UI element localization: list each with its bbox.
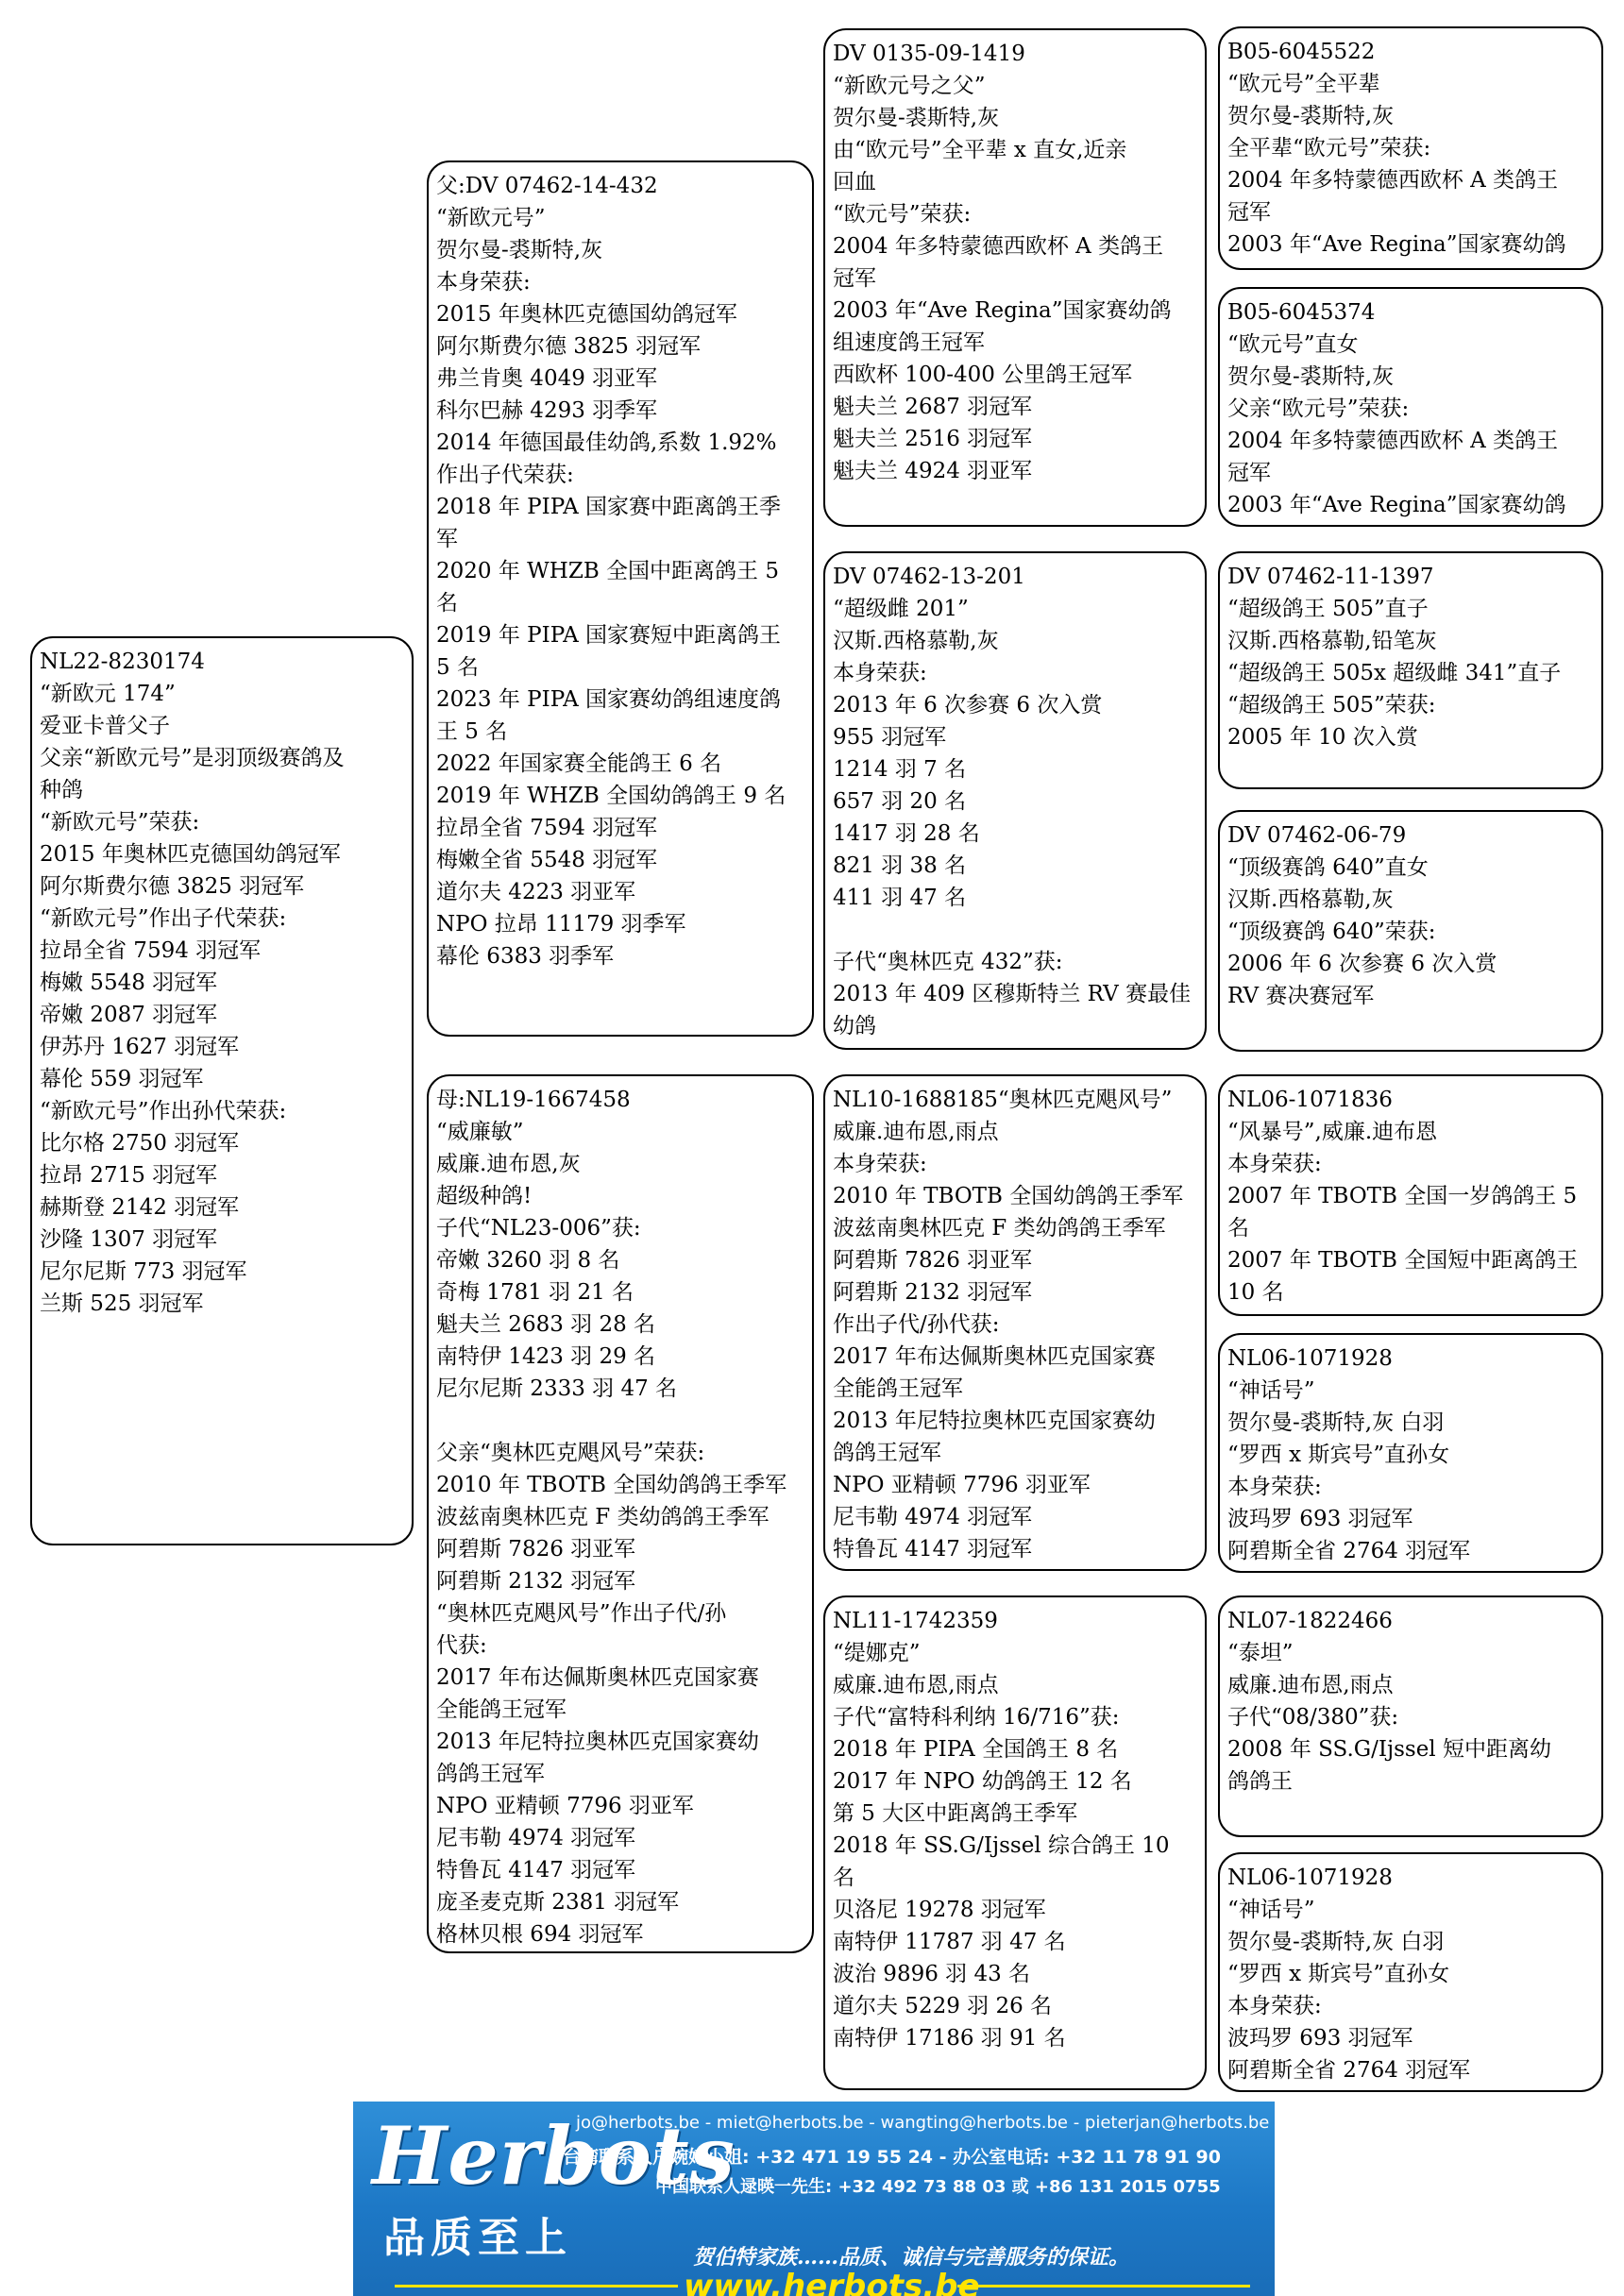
text-line: 父:DV 07462-14-432 [436, 174, 658, 198]
text-line: “新欧元号”荣获: [40, 810, 200, 835]
text-line: 鸽鸽王冠军 [436, 1762, 545, 1786]
ggp-card-1 [1218, 26, 1603, 270]
text-line: 王 5 名 [436, 719, 508, 744]
text-line: 波玛罗 693 羽冠军 [1227, 2026, 1413, 2051]
text-line: 1417 羽 28 名 [833, 821, 980, 846]
text-line: 2003 年“Ave Regina”国家赛幼鸽 [1227, 232, 1566, 257]
text-line: “神话号” [1227, 1378, 1315, 1403]
text-line: 全能鸽王冠军 [833, 1376, 963, 1401]
text-line: 波治 9896 羽 43 名 [833, 1962, 1031, 1986]
text-line: 阿碧斯全省 2764 羽冠军 [1227, 1539, 1471, 1563]
ggp-card-3 [1218, 551, 1603, 789]
text-line: 尼韦勒 4974 羽冠军 [833, 1505, 1033, 1529]
ggp-card-5 [1218, 1074, 1603, 1316]
text-line: “欧元号”全平辈 [1227, 72, 1380, 96]
text-line: 子代“富特科利纳 16/716”获: [833, 1705, 1120, 1730]
text-line: 赫斯登 2142 羽冠军 [40, 1195, 240, 1220]
text-line: 特鲁瓦 4147 羽冠军 [436, 1858, 636, 1882]
ggp-card-2 [1218, 287, 1603, 527]
sire-card [427, 160, 814, 1037]
text-line: 2007 年 TBOTB 全国一岁鸽鸽王 5 [1227, 1184, 1578, 1208]
text-line: 2019 年 PIPA 国家赛短中距离鸽王 [436, 623, 782, 648]
text-line: 2003 年“Ave Regina”国家赛幼鸽 [833, 298, 1172, 323]
text-line: 2022 年国家赛全能鸽王 6 名 [436, 751, 722, 776]
text-line: 汉斯.西格慕勒,灰 [833, 629, 999, 653]
text-line: 幕伦 6383 羽季军 [436, 944, 615, 969]
text-line: “神话号” [1227, 1898, 1315, 1922]
text-line: 阿碧斯 7826 羽亚军 [436, 1537, 636, 1562]
text-line: “欧元号”直女 [1227, 332, 1359, 357]
banner-slogan: 品质至上 [383, 2214, 572, 2262]
text-line: NL11-1742359 [833, 1609, 998, 1633]
text-line: 鸽鸽王冠军 [833, 1441, 941, 1465]
text-line: DV 07462-06-79 [1227, 823, 1407, 848]
dam-card [427, 1074, 814, 1953]
ggp-card-4 [1218, 810, 1603, 1052]
text-line: NPO 拉昂 11179 羽季军 [436, 912, 686, 937]
text-line: 科尔巴赫 4293 羽季军 [436, 398, 658, 423]
text-line: 657 羽 20 名 [833, 789, 967, 814]
text-line: 威廉.迪布恩,雨点 [833, 1120, 999, 1144]
text-line: 2013 年尼特拉奥林匹克国家赛幼 [833, 1409, 1156, 1433]
text-line: 比尔格 2750 羽冠军 [40, 1131, 240, 1156]
text-line: 弗兰肯奥 4049 羽亚军 [436, 366, 658, 391]
text-line: 南特伊 11787 羽 47 名 [833, 1930, 1066, 1954]
text-line: NL06-1071836 [1227, 1088, 1393, 1112]
text-line: “欧元号”荣获: [833, 202, 972, 227]
text-line: “风暴号”,威廉.迪布恩 [1227, 1120, 1438, 1144]
text-line: 本身荣获: [1227, 1994, 1322, 2018]
text-line: 冠军 [1227, 200, 1271, 225]
ggp-card-6 [1218, 1333, 1603, 1573]
text-line: 南特伊 17186 羽 91 名 [833, 2026, 1066, 2051]
text-line: “新欧元号”作出子代荣获: [40, 906, 287, 931]
text-line: 威廉.迪布恩,雨点 [833, 1673, 999, 1697]
text-line: 汉斯.西格慕勒,灰 [1227, 887, 1394, 912]
text-line: 10 名 [1227, 1280, 1284, 1305]
text-line: 组速度鸽王冠军 [833, 330, 985, 355]
text-line: 全平辈“欧元号”荣获: [1227, 136, 1431, 160]
text-line: 2004 年多特蒙德西欧杯 A 类鸽王 [833, 234, 1164, 259]
text-line: NL06-1071928 [1227, 1866, 1393, 1890]
text-line: “顶级赛鸽 640”荣获: [1227, 920, 1436, 944]
text-line: RV 赛决赛冠军 [1227, 984, 1375, 1008]
banner-tagline: 贺伯特家族……品质、诚信与完善服务的保证。 [693, 2245, 1130, 2270]
text-line: DV 07462-11-1397 [1227, 565, 1434, 589]
text-line: 名 [833, 1866, 854, 1890]
text-line: 2004 年多特蒙德西欧杯 A 类鸽王 [1227, 168, 1559, 193]
text-line: 阿碧斯全省 2764 羽冠军 [1227, 2058, 1471, 2083]
text-line: 魁夫兰 2516 羽冠军 [833, 427, 1033, 451]
text-line: 阿碧斯 2132 羽冠军 [436, 1569, 636, 1594]
text-line: 威廉.迪布恩,雨点 [1227, 1673, 1394, 1697]
text-line: “超级雌 201” [833, 597, 969, 621]
text-line: 拉昂全省 7594 羽冠军 [436, 816, 658, 840]
text-line: 兰斯 525 羽冠军 [40, 1292, 204, 1316]
text-line: 鸽鸽王 [1227, 1769, 1293, 1794]
text-line: 帝嫩 2087 羽冠军 [40, 1003, 218, 1027]
sire-sire-card [823, 28, 1207, 527]
text-line: 汉斯.西格慕勒,铅笔灰 [1227, 629, 1437, 653]
herbots-logo: Herbots [372, 2109, 736, 2203]
text-line: NL22-8230174 [40, 650, 205, 674]
text-line: 尼尔尼斯 773 羽冠军 [40, 1259, 247, 1284]
text-line: 爱亚卡普父子 [40, 714, 170, 738]
text-line: 2005 年 10 次入赏 [1227, 725, 1418, 750]
text-line: 子代“NL23-006”获: [436, 1216, 641, 1241]
ggp-card-7 [1218, 1595, 1603, 1837]
text-line: 2017 年布达佩斯奥林匹克国家赛 [833, 1344, 1156, 1369]
text-line: 代获: [436, 1633, 487, 1658]
text-line: 2006 年 6 次参赛 6 次入赏 [1227, 952, 1497, 976]
text-line: 拉昂 2715 羽冠军 [40, 1163, 218, 1188]
text-line: 2023 年 PIPA 国家赛幼鸽组速度鸽 [436, 687, 782, 712]
text-line: 阿尔斯费尔德 3825 羽冠军 [40, 874, 305, 899]
text-line: 贺尔曼-裘斯特,灰 白羽 [1227, 1410, 1445, 1435]
text-line: 贺尔曼-裘斯特,灰 [1227, 104, 1395, 128]
text-line: 母:NL19-1667458 [436, 1088, 631, 1112]
text-line: 2015 年奥林匹克德国幼鸽冠军 [40, 842, 341, 867]
decorative-bar [957, 2285, 1250, 2288]
text-line: 5 名 [436, 655, 479, 680]
text-line: 贝洛尼 19278 羽冠军 [833, 1898, 1046, 1922]
text-line: 伊苏丹 1627 羽冠军 [40, 1035, 240, 1059]
text-line: 帝嫩 3260 羽 8 名 [436, 1248, 620, 1273]
text-line: 父亲“新欧元号”是羽顶级赛鸽及 [40, 746, 345, 770]
text-line: 本身荣获: [1227, 1475, 1322, 1499]
text-line: 种鸽 [40, 778, 83, 802]
text-line: 梅嫩 5548 羽冠军 [40, 971, 218, 995]
text-line: 2017 年 NPO 幼鸽鸽王 12 名 [833, 1769, 1132, 1794]
text-line: 2007 年 TBOTB 全国短中距离鸽王 [1227, 1248, 1579, 1273]
text-line: 贺尔曼-裘斯特,灰 [436, 238, 603, 262]
text-line: 2003 年“Ave Regina”国家赛幼鸽 [1227, 493, 1566, 517]
text-line: 波兹南奥林匹克 F 类幼鸽鸽王季军 [833, 1216, 1166, 1241]
text-line: 魁夫兰 4924 羽亚军 [833, 459, 1033, 483]
text-line: NL07-1822466 [1227, 1609, 1393, 1633]
text-line: “新欧元 174” [40, 682, 176, 706]
text-line: 威廉.迪布恩,灰 [436, 1152, 581, 1176]
text-line: 冠军 [1227, 461, 1271, 485]
text-line: B05-6045374 [1227, 300, 1376, 325]
text-line: 道尔夫 4223 羽亚军 [436, 880, 636, 904]
text-line: 2008 年 SS.G/Ijssel 短中距离幼 [1227, 1737, 1551, 1762]
text-line: “缇娜克” [833, 1641, 921, 1665]
text-line: 2010 年 TBOTB 全国幼鸽鸽王季军 [436, 1473, 787, 1497]
text-line: 沙隆 1307 羽冠军 [40, 1227, 218, 1252]
text-line: NL10-1688185“奥林匹克飓风号” [833, 1088, 1173, 1112]
text-line: “新欧元号” [436, 206, 546, 230]
dam-sire-card [823, 1074, 1207, 1571]
text-line: 军 [436, 527, 458, 551]
text-line: NPO 亚精顿 7796 羽亚军 [436, 1794, 694, 1818]
text-line: 魁夫兰 2683 羽 28 名 [436, 1312, 656, 1337]
text-line: “奥林匹克飓风号”作出子代/孙 [436, 1601, 727, 1626]
text-line: 全能鸽王冠军 [436, 1697, 567, 1722]
text-line: 尼韦勒 4974 羽冠军 [436, 1826, 636, 1850]
text-line: 2020 年 WHZB 全国中距离鸽王 5 名 [436, 559, 787, 616]
text-line: “泰坦” [1227, 1641, 1294, 1665]
text-line: “新欧元号”作出孙代荣获: [40, 1099, 287, 1123]
text-line: B05-6045522 [1227, 40, 1376, 64]
text-line: 2015 年奥林匹克德国幼鸽冠军 [436, 302, 737, 327]
text-line: NL06-1071928 [1227, 1346, 1393, 1371]
text-line: 幼鸽 [833, 1014, 876, 1038]
text-line: 2013 年 409 区穆斯特兰 RV 赛最佳 [833, 982, 1192, 1006]
text-line: 本身荣获: [1227, 1152, 1322, 1176]
text-line: 2019 年 WHZB 全国幼鸽鸽王 9 名 [436, 784, 787, 808]
text-line: 超级种鸽! [436, 1184, 533, 1208]
text-line: “罗西 x 斯宾号”直孙女 [1227, 1962, 1450, 1986]
text-line: 波兹南奥林匹克 F 类幼鸽鸽王季军 [436, 1505, 770, 1529]
text-line: 2017 年布达佩斯奥林匹克国家赛 [436, 1665, 759, 1690]
text-line: NPO 亚精顿 7796 羽亚军 [833, 1473, 1091, 1497]
text-line: 拉昂全省 7594 羽冠军 [40, 938, 262, 963]
text-line [833, 914, 1197, 946]
taiwan-contact: 台湾联系人户婉婷小姐: +32 471 19 55 24 - 办公室电话: +32 11 78 91 90 [563, 2147, 1221, 2168]
text-line: “威廉敏” [436, 1120, 524, 1144]
ggp-card-8 [1218, 1852, 1603, 2092]
text-line: 1214 羽 7 名 [833, 757, 967, 782]
text-line: 子代“奥林匹克 432”获: [833, 950, 1063, 974]
text-line: 南特伊 1423 羽 29 名 [436, 1344, 656, 1369]
text-line: 名 [1227, 1216, 1249, 1241]
text-line: 尼尔尼斯 2333 羽 47 名 [436, 1376, 678, 1401]
text-line: 子代“08/380”获: [1227, 1705, 1399, 1730]
text-line: 作出子代荣获: [436, 463, 574, 487]
dam-dam-card [823, 1595, 1207, 2090]
text-line: 2018 年 PIPA 全国鸽王 8 名 [833, 1737, 1119, 1762]
text-line: 波玛罗 693 羽冠军 [1227, 1507, 1413, 1531]
text-line: 魁夫兰 2687 羽冠军 [833, 395, 1033, 419]
text-line: 本身荣获: [436, 270, 531, 295]
text-line: “超级鸽王 505x 超级雌 341”直子 [1227, 661, 1562, 685]
text-line: 2013 年尼特拉奥林匹克国家赛幼 [436, 1730, 759, 1754]
text-line: 贺尔曼-裘斯特,灰 [1227, 364, 1395, 389]
text-line: 贺尔曼-裘斯特,灰 [833, 106, 1000, 130]
decorative-bar [395, 2285, 678, 2288]
text-line: 阿碧斯 7826 羽亚军 [833, 1248, 1033, 1273]
china-contact: 中国联系人逯暎一先生: +32 492 73 88 03 或 +86 131 2015 0755 [655, 2177, 1221, 2197]
text-line: “顶级赛鸽 640”直女 [1227, 855, 1429, 880]
text-line: 贺尔曼-裘斯特,灰 白羽 [1227, 1930, 1445, 1954]
sire-dam-card [823, 551, 1207, 1050]
text-line: 本身荣获: [833, 661, 927, 685]
text-line: 父亲“奥林匹克飓风号”荣获: [436, 1441, 705, 1465]
contact-emails[interactable]: jo@herbots.be - miet@herbots.be - wangting@herbots.be - pieterjan@herbots.be [576, 2113, 1270, 2133]
text-line: “新欧元号之父” [833, 74, 986, 98]
text-line: DV 0135-09-1419 [833, 42, 1025, 66]
text-line [436, 1405, 804, 1437]
text-line: 西欧杯 100-400 公里鸽王冠军 [833, 363, 1133, 387]
text-line: 821 羽 38 名 [833, 853, 967, 878]
text-line: 庞圣麦克斯 2381 羽冠军 [436, 1890, 680, 1915]
subject-pigeon-card [30, 636, 414, 1545]
text-line: 411 羽 47 名 [833, 886, 967, 910]
text-line: 由“欧元号”全平辈 x 直女,近亲 [833, 138, 1127, 162]
text-line: 回血 [833, 170, 876, 194]
text-line: “罗西 x 斯宾号”直孙女 [1227, 1443, 1450, 1467]
text-line: 2013 年 6 次参赛 6 次入赏 [833, 693, 1103, 718]
text-line: 梅嫩全省 5548 羽冠军 [436, 848, 658, 872]
text-line: 特鲁瓦 4147 羽冠军 [833, 1537, 1033, 1562]
text-line: 2004 年多特蒙德西欧杯 A 类鸽王 [1227, 429, 1559, 453]
text-line: 作出子代/孙代获: [833, 1312, 1000, 1337]
text-line: DV 07462-13-201 [833, 565, 1025, 589]
text-line: 冠军 [833, 266, 876, 291]
text-line: 奇梅 1781 羽 21 名 [436, 1280, 634, 1305]
text-line: “超级鸽王 505”直子 [1227, 597, 1429, 621]
text-line: 本身荣获: [833, 1152, 927, 1176]
text-line: 2018 年 PIPA 国家赛中距离鸽王季 [436, 495, 782, 519]
text-line: 2018 年 SS.G/Ijssel 综合鸽王 10 [833, 1833, 1170, 1858]
text-line: 父亲“欧元号”荣获: [1227, 397, 1410, 421]
text-line: “超级鸽王 505”荣获: [1227, 693, 1436, 718]
text-line: 幕伦 559 羽冠军 [40, 1067, 204, 1091]
text-line: 格林贝根 694 羽冠军 [436, 1922, 644, 1947]
text-line: 2010 年 TBOTB 全国幼鸽鸽王季军 [833, 1184, 1184, 1208]
text-line: 2014 年德国最佳幼鸽,系数 1.92% [436, 430, 777, 455]
text-line: 道尔夫 5229 羽 26 名 [833, 1994, 1053, 2018]
text-line: 955 羽冠军 [833, 725, 947, 750]
text-line: 第 5 大区中距离鸽王季军 [833, 1801, 1078, 1826]
text-line: 阿碧斯 2132 羽冠军 [833, 1280, 1033, 1305]
herbots-banner [353, 2102, 1275, 2296]
website-link[interactable]: www.herbots.be [684, 2268, 980, 2296]
text-line: 阿尔斯费尔德 3825 羽冠军 [436, 334, 702, 359]
